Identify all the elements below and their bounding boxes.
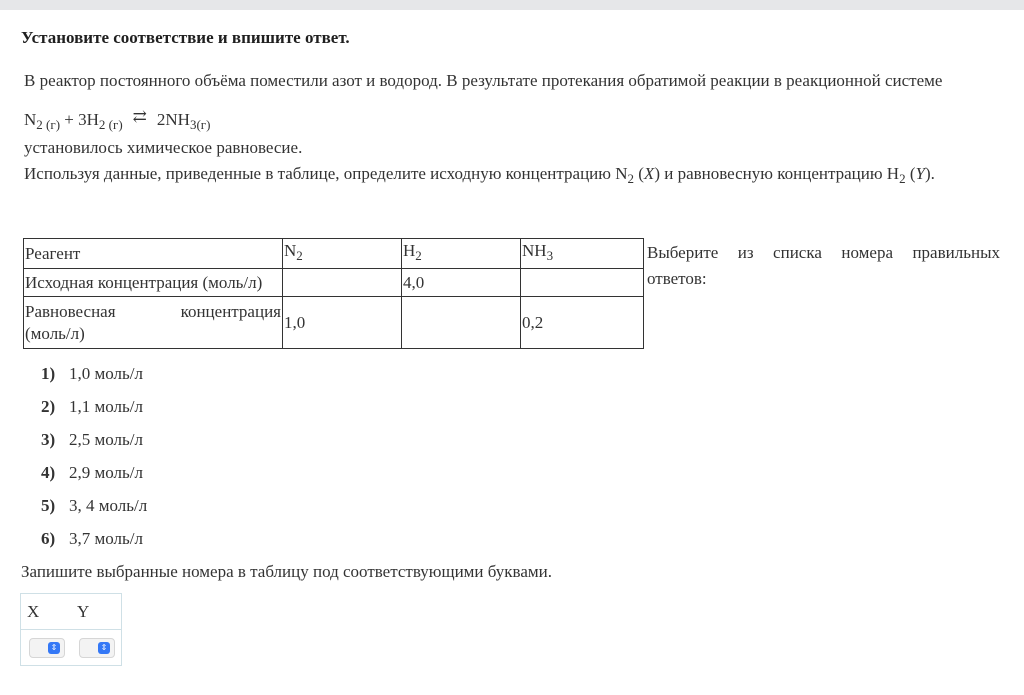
task-title: Установите соответствие и впишите ответ. — [21, 28, 350, 47]
table-header-row — [24, 239, 644, 269]
task-line2: установилось химическое равновесие. — [24, 138, 303, 157]
row-eq-label-a: Равновесная — [25, 301, 116, 321]
eq-product: 2NH — [156, 110, 190, 129]
header-n2-sub: 2 — [296, 248, 303, 263]
eq-n2-phase: (г) — [42, 117, 61, 132]
option-number: 5) — [41, 496, 56, 515]
q-part-e: ). — [924, 164, 935, 183]
option-number: 6) — [41, 529, 56, 548]
q-part-d: ( — [905, 164, 916, 183]
answer-table — [20, 593, 122, 666]
q-n2-sub: 2 — [627, 171, 634, 186]
select-chevron-icon: ⇕ — [98, 642, 110, 654]
answer-x-select[interactable] — [29, 638, 65, 658]
q-var-x: X — [643, 164, 655, 183]
answer-instruction: Запишите выбранные номера в таблицу под соответствующими буквами. — [21, 562, 552, 581]
option-text: 2,5 моль/л — [69, 430, 143, 449]
q-part-a: Используя данные, приведенные в таблице, определите исходную концентрацию N — [24, 164, 628, 183]
header-n2-text: N — [284, 241, 297, 260]
reaction-equation — [24, 107, 211, 133]
equilibrium-arrows-icon: ⇄ — [132, 107, 147, 126]
q-h2-sub: 2 — [899, 171, 906, 186]
row-initial-h2: 4,0 — [402, 269, 521, 297]
answer-label-y: Y — [77, 602, 90, 621]
option-5 — [41, 496, 147, 516]
row-equilibrium-nh3: 0,2 — [521, 297, 644, 349]
option-number: 1) — [41, 364, 56, 383]
option-1 — [41, 364, 143, 384]
choose-instruction: Выберите из списка номера правильных ответов: — [647, 243, 1000, 288]
header-h2-sub: 2 — [415, 248, 422, 263]
answer-label-x: X — [27, 602, 40, 621]
top-bar — [0, 0, 1024, 10]
eq-h2-sub: 2 — [98, 117, 106, 132]
row-initial-label: Исходная концентрация (моль/л) — [24, 269, 283, 297]
select-chevron-icon: ⇕ — [48, 642, 60, 654]
row-eq-label-c: (моль/л) — [25, 323, 85, 343]
row-equilibrium-n2: 1,0 — [283, 297, 402, 349]
option-text: 2,9 моль/л — [69, 463, 143, 482]
header-nh3-text: NH — [522, 241, 547, 260]
table-row-equilibrium — [24, 297, 644, 349]
row-initial-nh3 — [521, 269, 644, 297]
eq-n2: N — [24, 110, 37, 129]
row-initial-n2 — [283, 269, 402, 297]
eq-h2-phase: (г) — [105, 117, 123, 132]
q-part-b: ( — [634, 164, 644, 183]
row-eq-label-b: концентрация — [180, 301, 281, 321]
q-part-c: ) и равновесную концентрацию H — [654, 164, 900, 183]
header-nh3 — [521, 239, 644, 269]
task-intro: В реактор постоянного объёма поместили азот и водород. В результате протекания обратимой реакции в реакционной системе — [24, 71, 943, 90]
answer-y-select[interactable] — [79, 638, 115, 658]
row-equilibrium-h2 — [402, 297, 521, 349]
option-text: 3,7 моль/л — [69, 529, 143, 548]
q-var-y: Y — [915, 164, 925, 183]
option-4 — [41, 463, 143, 483]
header-n2 — [283, 239, 402, 269]
table-row-initial — [24, 269, 644, 297]
option-number: 4) — [41, 463, 56, 482]
option-text: 1,0 моль/л — [69, 364, 143, 383]
option-number: 2) — [41, 397, 56, 416]
header-nh3-sub: 3 — [546, 248, 554, 263]
task-question — [24, 164, 935, 187]
option-text: 1,1 моль/л — [69, 397, 143, 416]
header-h2-text: H — [403, 241, 416, 260]
header-h2 — [402, 239, 521, 269]
option-2 — [41, 397, 143, 417]
concentration-table — [23, 238, 644, 349]
row-equilibrium-label — [24, 297, 283, 349]
option-number: 3) — [41, 430, 56, 449]
eq-product-sub: 3(г) — [189, 117, 211, 132]
header-reagent: Реагент — [24, 239, 283, 269]
eq-plus-h2: + 3H — [60, 110, 99, 129]
eq-n2-sub: 2 — [36, 117, 43, 132]
option-6 — [41, 529, 143, 549]
option-text: 3, 4 моль/л — [69, 496, 148, 515]
option-3 — [41, 430, 143, 450]
